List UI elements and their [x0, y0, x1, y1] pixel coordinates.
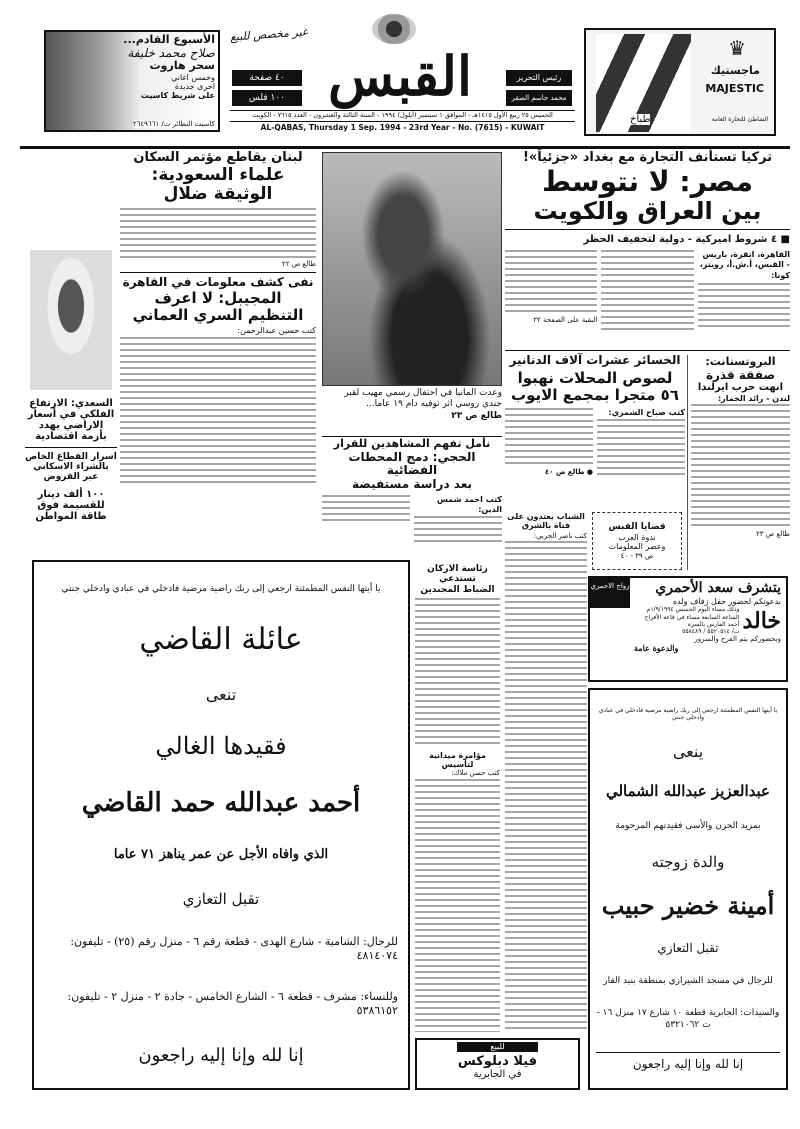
- late-label: فقيدها الغالي: [155, 731, 287, 760]
- photo-caption: وعدت المانيا في احتفال رسمي مهيب لقبر جندي روسي اثر توفيه دام ١٩ عاما...: [344, 388, 502, 410]
- ad-label: للبيع: [457, 1042, 538, 1052]
- body-text: [322, 495, 410, 525]
- body-text: [415, 779, 500, 1033]
- body-text: [505, 250, 597, 316]
- closing-verse: إنا لله وإنا إليه راجعون: [138, 1044, 304, 1066]
- dateline-english: AL-QABAS, Thursday 1 Sep. 1994 - 23rd Year - No. (7615) - KUWAIT: [260, 122, 545, 132]
- emblem-icon: [372, 14, 416, 44]
- youth-story: [505, 512, 587, 1032]
- body-text: [698, 283, 790, 331]
- wedding-phone: ت/ ٥٥٢٠٥١٤ / ٥٥٨٤٨٩: [682, 627, 740, 635]
- ad-text: الأسبوع القادم...: [123, 33, 215, 46]
- family-name: عائلة القاضي: [139, 621, 303, 657]
- cassette-ad: [44, 30, 220, 132]
- subhead-text: ٤ شروط اميركية - دولية لتخفيف الحظر: [583, 233, 778, 245]
- photo-ref: طالع ص ٢٣: [451, 410, 502, 421]
- wedding-closing: والدعوة عامة: [634, 642, 679, 653]
- quran-verse: يا أيتها النفس المطمئنة ارجعي إلى ربك راضية مرضية فادخلي في عبادي وادخلي جنتي: [598, 706, 778, 721]
- left-briefs: [25, 398, 117, 522]
- private-headline: اسرار القطاع الخاص بالشراء الاسكاني عبر القروض: [25, 452, 117, 482]
- photo-caption-block: [322, 388, 502, 422]
- plot-headline: ١٠٠ ألف دينار للقسيمة فوق طاقة المواطن: [35, 488, 107, 522]
- men-address: للرجال في مسجد الشيرازي بمنطقة بنيد القار: [603, 976, 773, 987]
- saudi-ref: طالع ص ٢٢: [281, 260, 316, 269]
- thieves-headline: ٥٦ متجرا بمجمع الايوب: [511, 386, 679, 405]
- ad-place: في الجابرية: [473, 1069, 522, 1081]
- obituary-shamali: [588, 688, 788, 1090]
- watch-model: طباخ: [630, 114, 651, 125]
- divider: [120, 272, 316, 273]
- body-text: [691, 404, 790, 530]
- forum-sub: وعصر المعلومات: [608, 542, 666, 552]
- ad-title: فيلا دبلوكس: [457, 1053, 538, 1069]
- thieves-headline: لصوص المحلات نهبوا: [517, 368, 673, 387]
- thieves-kicker: الخسائر عشرات آلاف الدنانير: [509, 353, 681, 367]
- closing-verse: إنا لله وإنا إليه راجعون: [596, 1052, 780, 1071]
- ad-text: وخمس اغاني: [171, 73, 215, 83]
- body-text: [415, 598, 500, 748]
- byline: كتب حسين عبدالرحمن:: [237, 326, 316, 336]
- protestants-ref: طالع ص ٢٣: [755, 530, 790, 539]
- saudi-headline: علماء السعودية: الوثيقة ضلال: [151, 164, 285, 205]
- body-text: [597, 419, 685, 479]
- host-name: يتشرف سعد الأحمري: [655, 580, 781, 596]
- obituary-qadi: [32, 560, 410, 1090]
- thieves-ref: ● طالع ص ٤٠: [544, 468, 593, 477]
- portrait-photo: [30, 250, 112, 390]
- newspaper-logo: القبس: [328, 44, 472, 108]
- divider: [505, 229, 790, 230]
- ad-title: سحر هاروت: [149, 59, 215, 73]
- saudi-column: [120, 151, 316, 487]
- invite-text: بدعوتكم لحضور حفل زفاف ولده: [672, 596, 781, 606]
- ad-artist: صلاح محمد خليفة: [127, 45, 215, 60]
- saudi-kicker: لبنان يقاطع مؤتمر السكان: [133, 150, 303, 165]
- ad-text: اخرى جديدة: [174, 82, 215, 92]
- forum-sub: ندوة العرب: [618, 532, 656, 542]
- sadi-headline: السعدي: الارتفاع الفلكي في أسعار الاراضي يهدد بأزمة اقتصادية: [27, 398, 115, 442]
- hajji-headline: الحجي: دمج المحطات الفضائية: [348, 449, 476, 478]
- forum-box[interactable]: [592, 512, 682, 570]
- protestants-kicker: البروتستانت:: [705, 355, 776, 368]
- byline: كتب ناصر الحربي:: [533, 532, 587, 541]
- hajji-headline: بعد دراسة مستفيضة: [352, 477, 472, 492]
- dateline-arabic: الخميس ٢٥ ربيع الأول ١٤١٥هـ - الموافق ١ سبتمبر (أيلول) ١٩٩٤ - السنة الثالثة والعشرون - العدد ٧٦١٥ - الكويت: [252, 111, 553, 119]
- ad-text: على شريط كاسيت: [140, 91, 215, 101]
- byline: لندن - رائد الخمار:: [717, 393, 790, 403]
- deceased-age: الذي وافاه الأجل عن عمر يناهز ٧١ عاما: [113, 846, 329, 862]
- staff-headline: الضباط المجندين: [420, 584, 495, 595]
- deceased-name: أحمد عبدالله حمد القاضي: [81, 787, 361, 818]
- mourns-label: تنعى: [205, 685, 237, 705]
- body-text: [505, 408, 593, 468]
- housing-kicker: مؤامرة ميدانية لتأسيس: [429, 751, 486, 770]
- wedding-ad: [588, 576, 788, 682]
- mourner-name: عبدالعزيز عبدالله الشمالي: [605, 782, 771, 801]
- hajji-story: [322, 438, 502, 546]
- masthead-rule: [20, 146, 790, 149]
- staff-story: [415, 564, 500, 1032]
- grief-text: بمزيد الحزن والأسى فقيدتهم المرحومة: [615, 821, 761, 832]
- ad-footer: كاسيت النظائر ت/ ٢٦٤٩٦٦١: [132, 119, 215, 128]
- body-text: [120, 208, 316, 260]
- youth-headline: الشباب يعتدون على فتاة بالشرق: [507, 512, 585, 531]
- not-for-sale-label: غير مخصص للبيع: [229, 25, 308, 44]
- divider: [230, 121, 575, 122]
- men-address: للرجال: الشامية - شارع الهدى - قطعة رقم ٦ - منزل رقم (٢٥) - تليفون: ٤٨١٤٠٧٤: [70, 934, 398, 962]
- lead-kicker: تركيا تستأنف التجارة مع بغداد «جزئياً»!: [522, 150, 773, 165]
- lead-subhead: ■ ٤ شروط اميركية - دولية لتخفيف الحظر: [583, 233, 790, 245]
- byline: كتب حسن ملاك:: [451, 769, 500, 778]
- protestants-headline: صفقة قذرة: [705, 367, 776, 382]
- women-address: وللنساء: مشرف - قطعة ٦ - الشارع الخامس - جادة ٢ - منزل ٢ - تليفون: ٥٣٨٦١٥٢: [67, 989, 398, 1017]
- byline: كتب صباح الشمري:: [608, 408, 685, 418]
- editor-label: رئيس التحرير: [506, 70, 572, 86]
- news-photo: [322, 152, 502, 386]
- ad-corner: زواج الاحمري: [590, 578, 630, 608]
- mourns-label: ينعى: [672, 741, 704, 761]
- watch-ad: [584, 28, 776, 136]
- dateline-block: [230, 110, 575, 132]
- condolences-label: تقبل التعازي: [657, 940, 719, 955]
- pages-count: ٤٠ صفحة: [232, 70, 302, 86]
- thieves-story: [505, 354, 685, 479]
- body-text: [505, 541, 587, 1032]
- lead-dateline: القاهرة، انقرة، باريس - القبس، أ.ش.أ، رويتر، كونا:: [699, 249, 790, 280]
- hajji-kicker: نأمل تفهم المشاهدين للقرار: [333, 437, 491, 450]
- divider: [25, 447, 117, 448]
- divider: [687, 355, 688, 570]
- thieves-ref-text: طالع ص ٤٠: [544, 468, 585, 477]
- staff-kicker: رئاسة الاركان تستدعي: [427, 564, 488, 585]
- mujaibel-headline: المجيبل: لا اعرف التنظيم السري العماني: [132, 288, 304, 325]
- relation-label: والدة زوجته: [651, 853, 725, 872]
- lead-headline: مصر: لا نتوسط: [542, 164, 753, 198]
- body-text: [414, 516, 502, 546]
- condolences-label: تقبل التعازي: [182, 889, 260, 908]
- quran-verse: يا أيتها النفس المطمئنة ارجعي إلى ربك راضية مرضية فادخلي في عبادي وادخلي جنتي: [61, 583, 381, 594]
- ad-footer: الشاطئ للتجارة العامة: [711, 116, 768, 123]
- continued-ref: البقية على الصفحة ٢٢: [533, 315, 598, 324]
- mujaibel-kicker: نفى كشف معلومات في القاهرة: [122, 275, 314, 290]
- crown-icon: ♛: [728, 36, 746, 60]
- deceased-name: أمينة خضير حبيب: [601, 891, 775, 921]
- divider: [505, 350, 790, 351]
- wedding-time: وذلك مساء اليوم الخميس ١/٩/١٩٩٤م: [646, 606, 740, 614]
- byline: كتب احمد شمس الدين:: [437, 495, 502, 515]
- lead-story: [505, 151, 790, 331]
- forum-ref: ص ٣٩ - ٤٠: [620, 551, 654, 560]
- editor-name: محمد جاسم الصقر: [506, 90, 572, 106]
- wedding-presence: وبحضوركم يتم الفرح والسرور: [694, 635, 781, 644]
- brand-en: MAJESTIC: [705, 82, 764, 95]
- wedding-place: الساعة السابعة مساء في قاعة الأفراح أحمد الفارس بالسرة: [644, 613, 740, 628]
- protestants-sub: انهت حرب ايرلندا: [697, 382, 784, 394]
- groom-name: خالد: [742, 607, 781, 634]
- price: ١٠٠ فلس: [232, 90, 302, 106]
- body-text: [120, 337, 316, 487]
- women-address: والسيدات: الجابرية قطعة ١٠ شارع ١٧ منزل ١٦ - ت ٥٣٢١٠٦٢: [596, 1008, 780, 1030]
- protestants-story: [691, 356, 790, 539]
- brand-ar: ماجستيك: [710, 64, 760, 77]
- lead-headline: بين العراق والكويت: [533, 197, 762, 226]
- forum-title: قضايا القبس: [608, 521, 666, 532]
- villa-ad: [415, 1038, 580, 1090]
- body-text: [601, 250, 693, 330]
